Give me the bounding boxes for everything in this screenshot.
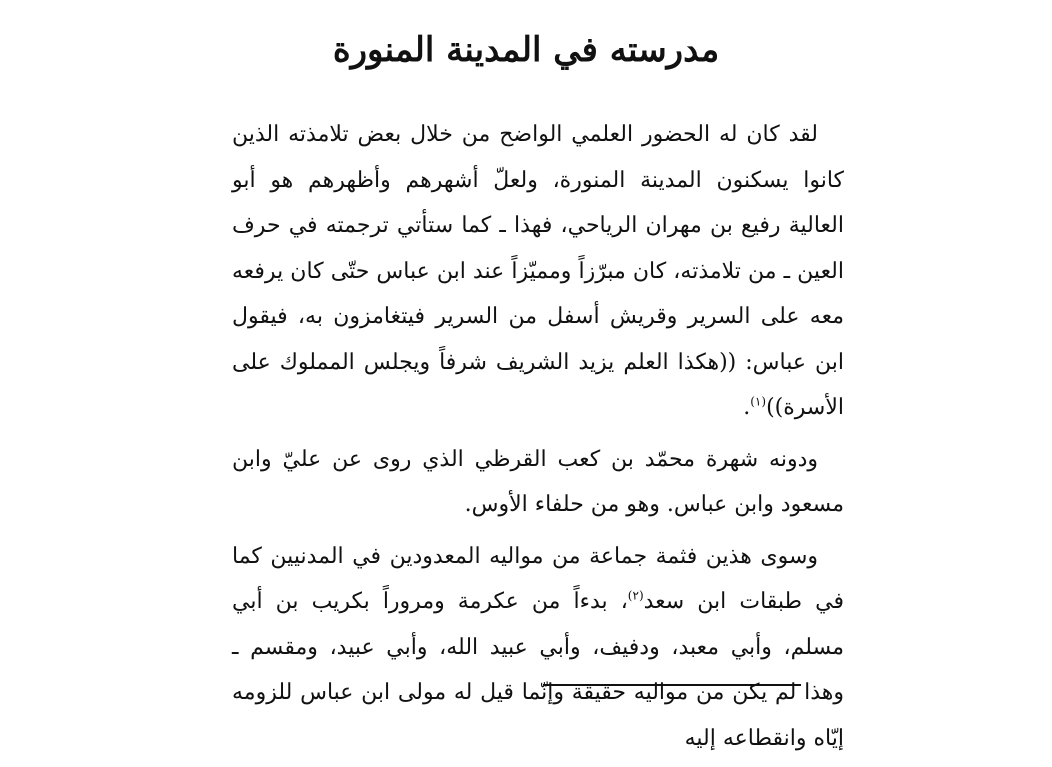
paragraph-2-text: ودونه شهرة محمّد بن كعب القرظي الذي روى عن عليّ وابن مسعود وابن عباس. وهو من حلفاء الأوس.: [232, 446, 844, 517]
paragraph-2: [232, 437, 844, 528]
paragraph-1-text: لقد كان له الحضور العلمي الواضح من خلال بعض تلامذته الذين كانوا يسكنون المدينة المنورة، ولعلّ أشهرهم وأظهرهم هو أبو العالية رفيع بن مهران الرياحي، فهذا ـ كما ستأتي ترجمته في حرف العين ـ من تلامذته، كان مبرّزاً ومميّزاً عند ابن عباس حتّى كان يرفعه معه على السرير وقريش أسفل من السرير فيتغامزون به، فيقول ابن عباس: ((هكذا العلم يزيد الشريف شرفاً ويجلس المملوك على الأسرة)): [232, 122, 844, 420]
paragraph-1-end: .: [743, 395, 751, 420]
body-text: [232, 112, 844, 767]
page-title: مدرسته في المدينة المنورة: [332, 30, 720, 70]
footnote-separator: [543, 684, 801, 686]
paragraph-3: [232, 534, 844, 762]
paragraph-1: [232, 112, 844, 431]
paragraph-3-continuation: ، بدءاً من عكرمة ومروراً بكريب بن أبي مسلم، وأبي معبد، ودفيف، وأبي عبيد الله، وأبي عبيد، ومقسم ـ وهذا لم يكن من مواليه حقيقة وإنّما قيل له مولى ابن عباس للزومه إيّاه وانقطاعه إليه: [232, 589, 844, 751]
footnote-ref-1: (١): [750, 394, 767, 409]
footnote-ref-2: (٢): [627, 588, 644, 603]
paragraph-3-text: وسوى هذين فثمة جماعة من مواليه المعدودين في المدنيين كما في طبقات ابن سعد: [232, 543, 844, 614]
